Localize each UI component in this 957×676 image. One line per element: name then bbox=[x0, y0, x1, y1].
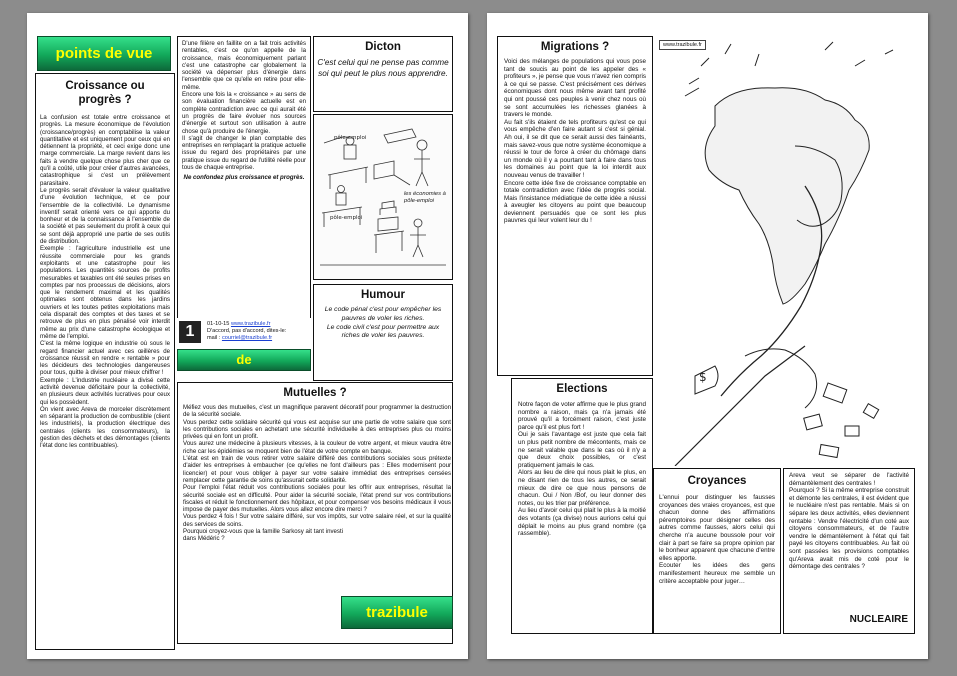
paragraph: D'une filière en faillite on a fait trois activités rentables, c'est ce qu'on appelle de la croissance, mais économiquement parlant c'est une catastrophe car globalement la société va dépenser plus d'énergie dans l'ensemble que ce qu'elle en retire pour elle-même. bbox=[182, 40, 306, 91]
paragraph: Oui je sais l'avantage est juste que cela fait un plus petit nombre de mécontents, mais ce ne serait valable que dans le cas où il n'y a que deux choix possibles, or c'est pratiquement jamais le cas. bbox=[518, 431, 646, 469]
article-body bbox=[40, 114, 170, 450]
banner-points-de-vue: points de vue bbox=[37, 36, 171, 71]
mail-label: mail : bbox=[207, 335, 221, 341]
paragraph: Au lieu d'avoir celui qui plait le plus à la moitié des votants (ça divise) nous aurions celui qui déplait le moins au plus grand nombre (ça rassemble). bbox=[518, 507, 646, 538]
paragraph: Vous perdez cette solidaire sécurité qui vous est acquise sur une partie de votre salaire que sont les contributions sociales en achetant une sécurité individuelle à des entreprises plus ou moins privées qui en font un profit. bbox=[183, 418, 451, 441]
paragraph: Exemple : l'agriculture industrielle est une réussite commerciale pour les grands exploitants et une catastrophe pour les populations. Les quantités sources de profits mesurables et taxables ont été seules prises en comptes par nos processus de décisions, alors que le rendement maximal et les qualités optimales sont obtenus dans les jardins ouvriers et les toutes petites exploitations mais cela disparait des comptes et des taxes et se retrouve de plus en plus pénalisé voir interdit même au prix d'une catastrophe écologique et même de l'emploi. bbox=[40, 245, 170, 340]
paragraph: Il s'agit de changer le plan comptable des entreprises en remplaçant la pratique actuelle issue du regard des propriétaires par une pratique issue du regard de l'utilité réelle pour tous de chaque entreprise. bbox=[182, 134, 306, 172]
paragraph: Encore cette idée fixe de croissance comptable en totale contradiction avec l'idée de progrès social. Mais l'insistance médiatique de cette idée a réussi à aveugler les citoyens au point que beaucoup deviennent persuadés que ce sont les plus pauvres qui leur volent leur du ! bbox=[504, 179, 646, 225]
site-link[interactable]: www.trazibule.fr bbox=[230, 321, 271, 327]
paragraph: On vient avec Areva de morceler discrètement en séparant la production de combustible (client les industriels), la production électrique des centrales (clients les consommateurs), la gestion des déchets et des démontages (clients l'état donc les contribuables). bbox=[40, 405, 170, 450]
article-title: Croissance ou progrès ? bbox=[65, 80, 145, 106]
banner-trazibule: trazibule bbox=[341, 596, 453, 629]
paragraph: Areva veut se séparer de l'activité démantèlement des centrales ! bbox=[789, 472, 909, 487]
paragraph: Pour l'emploi l'état réduit vos contributions sociales pour les offrir aux entreprises, résultat la sécurité sociale est en difficulté. Pour aider la sécurité sociale, l'état prend sur vos contributions fiscales et réduit le fonctionnement des hôpitaux, et pour compenser vos besoins médicaux il vous impose de payer des mutuelles. Alors vous allez encore dire merci ? bbox=[183, 484, 451, 514]
article-title: Croyances bbox=[687, 475, 747, 487]
paragraph: Encore une fois la « croissance » au sens de son évaluation financière actuelle est en complète contradiction avec ce qui aurait été un progrès de faire évoluer nos sources d'énergie et surtout son utilisation à autre chose qu'à produire de l'énergie. bbox=[182, 91, 306, 135]
article-title: Migrations ? bbox=[540, 41, 610, 53]
paragraph: Pourquoi croyez-vous que la famille Sarkosy ait tant investi dans Médéric ? bbox=[183, 528, 343, 543]
illustration-africa-hand bbox=[655, 36, 915, 466]
article-body bbox=[518, 401, 646, 538]
dicton-title: Dicton bbox=[365, 41, 401, 53]
conclusion: Ne confondez plus croissance et progrès. bbox=[183, 174, 305, 182]
banner-de: de bbox=[177, 349, 311, 371]
article-croyances bbox=[653, 468, 781, 634]
info-strip bbox=[177, 318, 311, 348]
issue-number: 1 bbox=[179, 321, 201, 343]
info-text bbox=[207, 321, 311, 342]
cartoon-caption: les économies à pôle-emploi bbox=[404, 191, 446, 204]
article-croissance bbox=[35, 73, 175, 650]
article-nucleaire bbox=[783, 468, 915, 634]
paragraph: Vous aurez une médecine à plusieurs vitesses, à la couleur de votre argent, et mieux vaudra être riche car les épidémies se moquent bien de l'état de votre compte en banque. bbox=[183, 440, 451, 455]
paragraph: La confusion est totale entre croissance et progrès. La mesure économique de l'évolution (croissance/progrès) en comptabilise la valeur quantitative et est uniquement pour ceux qui en détiennent la propriété, et ceci exige donc une marge commerciale. La marge revient dans les faits à vendre quelque chose plus cher que ce qu'il a coûté, utile pour créer d'autres avancées, catastrophique si c'est un prélèvement parasitaire. bbox=[40, 114, 170, 187]
svg-text:$: $ bbox=[699, 370, 707, 384]
mail-link[interactable]: courriel@trazibule.fr bbox=[221, 335, 273, 341]
left-page bbox=[27, 13, 468, 659]
article-body bbox=[659, 494, 775, 585]
cartoon-pole-emploi bbox=[313, 114, 453, 280]
paragraph: L'état est en train de vous retirer votre salaire différé des contributions sociales sous prétexte d'aider les entreprises à embaucher (ce qu'elles ne font d'ailleurs pas : Elles modernisent pour licencier) et pour vous obliger à payer sur votre salaire immédiat des entreprises censées remplacer cette garantie de soins qu'assurait cette solidarité. bbox=[183, 455, 451, 484]
article-body bbox=[504, 58, 646, 225]
nucleaire-label: NUCLEAIRE bbox=[849, 614, 908, 625]
article-elections bbox=[511, 378, 653, 634]
dicton-text: C'est celui qui ne pense pas comme soi qui peut le plus nous apprendre. bbox=[317, 58, 449, 78]
dicton-box bbox=[313, 36, 453, 112]
cartoon-sign-top: pôle-emploi bbox=[334, 135, 367, 141]
article-body bbox=[789, 472, 909, 571]
paragraph: Au fait s'ils étaient de tels profiteurs qu'est ce qui vous empêche d'en faire autant si c'est si génial. Ah oui, il se dit que ce serait aussi des fainéants, mais savez-vous que notre système économique a réussi le tour de force à créer du chômage dans un monde où il y a pourtant tant à faire dans tous les domaines au point que la loi interdit aux nouveau venus de travailler ! bbox=[504, 118, 646, 179]
paragraph: Notre façon de voter affirme que le plus grand nombre a raison, mais ça n'a jamais été prouvé qu'il a forcément raison, c'est juste parce qu'il est plus fort ! bbox=[518, 401, 646, 431]
humour-line-1: Le code pénal c'est pour empêcher les pauvres de voler les riches. bbox=[324, 306, 442, 322]
article-title: Elections bbox=[556, 383, 608, 395]
right-page bbox=[487, 13, 928, 659]
info-tagline: D'accord, pas d'accord, dites-le: bbox=[207, 328, 287, 334]
article-body bbox=[183, 404, 451, 543]
paragraph: Exemple : L'industrie nucléaire a divisé cette activité devenue déficitaire pour la collectivité, en plusieurs deux activités lucratives pour ceux qui les possèdent. bbox=[40, 376, 170, 406]
issue-date: 01-10-15 bbox=[207, 321, 230, 327]
site-tag: www.trazibule.fr bbox=[659, 40, 706, 50]
cartoon-sign-bottom: pôle-emploi bbox=[330, 215, 363, 221]
africa-hand-drawing bbox=[655, 36, 915, 466]
paragraph: C'est la même logique en industrie où sous le regard financier actuel avec ces œillères de croissance réussit en rendre « rentable » pour les décideurs des technologies dangereuses pour tous, quitte à diviser pour mieux chiffrer ! bbox=[40, 340, 170, 377]
paragraph: Pourquoi ? Si la même entreprise construit et démonte les centrales, il est évident que le nucléaire n'est pas rentable. Mais si on sépare les deux activités, elles deviennent rentable : Vendre l'électricité d'un coté aux citoyens consommateurs, et de l'autre vendre le démantèlement à l'état qui fait payé les citoyens contribuables. Au fait où sont passées les provisions comptables qu'Areva avait mis de coté pour le démontage des centrales ? bbox=[789, 487, 909, 571]
paragraph: Méfiez vous des mutuelles, c'est un magnifique paravent décoratif pour programmer la destruction de la sécurité sociale. bbox=[183, 404, 451, 419]
article-filiere bbox=[177, 36, 311, 319]
article-migrations bbox=[497, 36, 653, 376]
paragraph: Ecouter les idées des gens manifestement heureux me semble un critère acceptable pour juger… bbox=[659, 562, 775, 585]
paragraph: Le progrès serait d'évaluer la valeur qualitative d'une évolution technique, et ce pour l'ensemble de la collectivité. Le dynamisme inventif serait orienté vers ce qui apporte du bonheur et de la connaissance à l'ensemble de la société et pas seulement du profit à ceux qui se sont déjà approprié une partie de ses outils de distribution. bbox=[40, 186, 170, 246]
article-body bbox=[182, 40, 306, 182]
article-title: Mutuelles ? bbox=[283, 387, 347, 399]
humour-box bbox=[313, 284, 453, 381]
paragraph: Alors au lieu de dire qui nous plait le plus, en ne disant rien de tous les autres, ce serait mieux de dire ce que nous pensons de chacun. Oui / Non /Bof, ou leur donner des notes, ou les trier par préférence. bbox=[518, 469, 646, 507]
paragraph: Vous perdez 4 fois ! Sur votre salaire différé, sur vos impôts, sur votre salaire réel, et sur la qualité des services de soins. bbox=[183, 513, 451, 528]
paragraph: Voici des mélanges de populations qui vous pose tant de soucis au point de les appeler des « profiteurs », je pense que vous n'avez rien compris à ce qui se passe. C'est précisément ces dérives économiques dont nous même avant tant profité qui ont poussé ces peuples à venir chez nous où se sont accumulées les richesses glanées à travers le monde. bbox=[504, 58, 646, 119]
paragraph: L'ennui pour distinguer les fausses croyances des vraies croyances, est que chacun donne des affirmations péremptoires pour désigner celles des autres comme fausses, alors celui qui cherche n'a aucune boussole pour voir clair à part se faire sa propre opinion par le bonheur apparent que chacune d'entre elles apporte. bbox=[659, 494, 775, 562]
humour-line-2: Le code civil c'est pour permettre aux riches de voler les pauvres. bbox=[326, 323, 440, 340]
humour-title: Humour bbox=[360, 289, 406, 301]
